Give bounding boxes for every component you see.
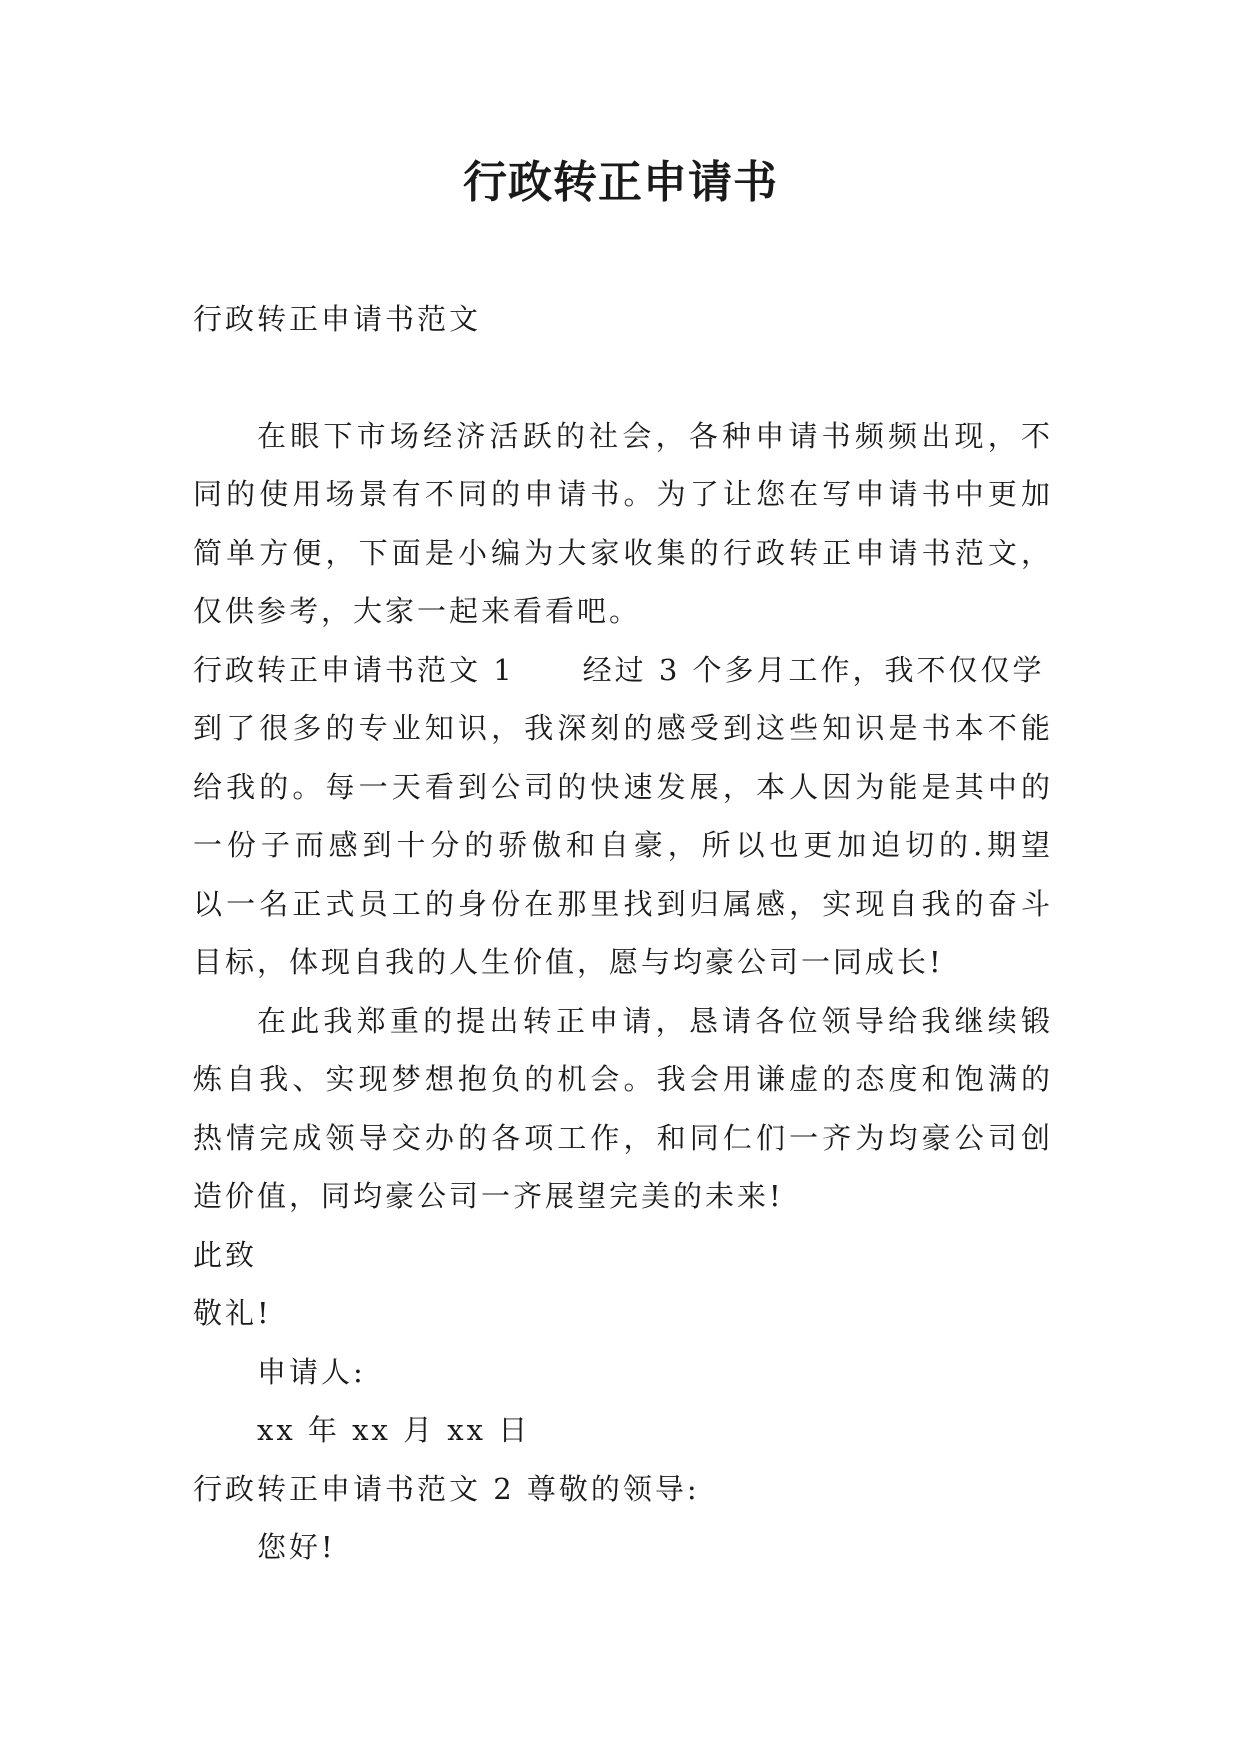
closing-regards: 敬礼! — [193, 1296, 272, 1330]
intro-line: 在眼下市场经济活跃的社会，各种申请书频频出现，不 — [257, 418, 1053, 453]
sample1-para2-line: 造价值，同均豪公司一齐展望完美的未来! — [193, 1179, 784, 1213]
document-title: 行政转正申请书 — [463, 157, 778, 208]
intro-line: 仅供参考，大家一起来看看吧。 — [193, 594, 642, 628]
subtitle: 行政转正申请书范文 — [193, 302, 482, 336]
sample1-line: 以一名正式员工的身份在那里找到归属感，实现自我的奋斗 — [193, 886, 1053, 921]
sample1-para2-line: 在此我郑重的提出转正申请，恳请各位领导给我继续锻 — [257, 1003, 1053, 1038]
sample1-para2-line: 炼自我、实现梦想抱负的机会。我会用谦虚的态度和饱满的 — [193, 1062, 1053, 1096]
closing-salutation: 此致 — [193, 1237, 258, 1272]
intro-line: 简单方便，下面是小编为大家收集的行政转正申请书范文， — [193, 535, 1053, 570]
sample1-line: 给我的。每一天看到公司的快速发展，本人因为能是其中的 — [193, 769, 1053, 804]
sample1-para2-line: 热情完成领导交办的各项工作，和同仁们一齐为均豪公司创 — [193, 1120, 1053, 1155]
sample1-first-line: 经过 3 个多月工作，我不仅仅学 — [582, 652, 1045, 687]
sample1-heading: 行政转正申请书范文 1 — [193, 652, 515, 687]
greeting: 您好! — [257, 1530, 336, 1564]
sample1-line: 一份子而感到十分的骄傲和自豪，所以也更加迫切的.期望 — [193, 828, 1053, 862]
sample1-first-row — [193, 641, 1053, 700]
document-body — [193, 290, 1053, 1577]
sample1-line: 目标，体现自我的人生价值，愿与均豪公司一同成长! — [193, 945, 944, 979]
sample2-heading: 行政转正申请书范文 2 尊敬的领导: — [193, 1471, 700, 1506]
applicant-label: 申请人: — [257, 1354, 366, 1389]
date-line: xx 年 xx 月 xx 日 — [257, 1413, 531, 1447]
sample1-line: 到了很多的专业知识，我深刻的感受到这些知识是书本不能 — [193, 711, 1053, 745]
intro-line: 同的使用场景有不同的申请书。为了让您在写申请书中更加 — [193, 477, 1053, 511]
